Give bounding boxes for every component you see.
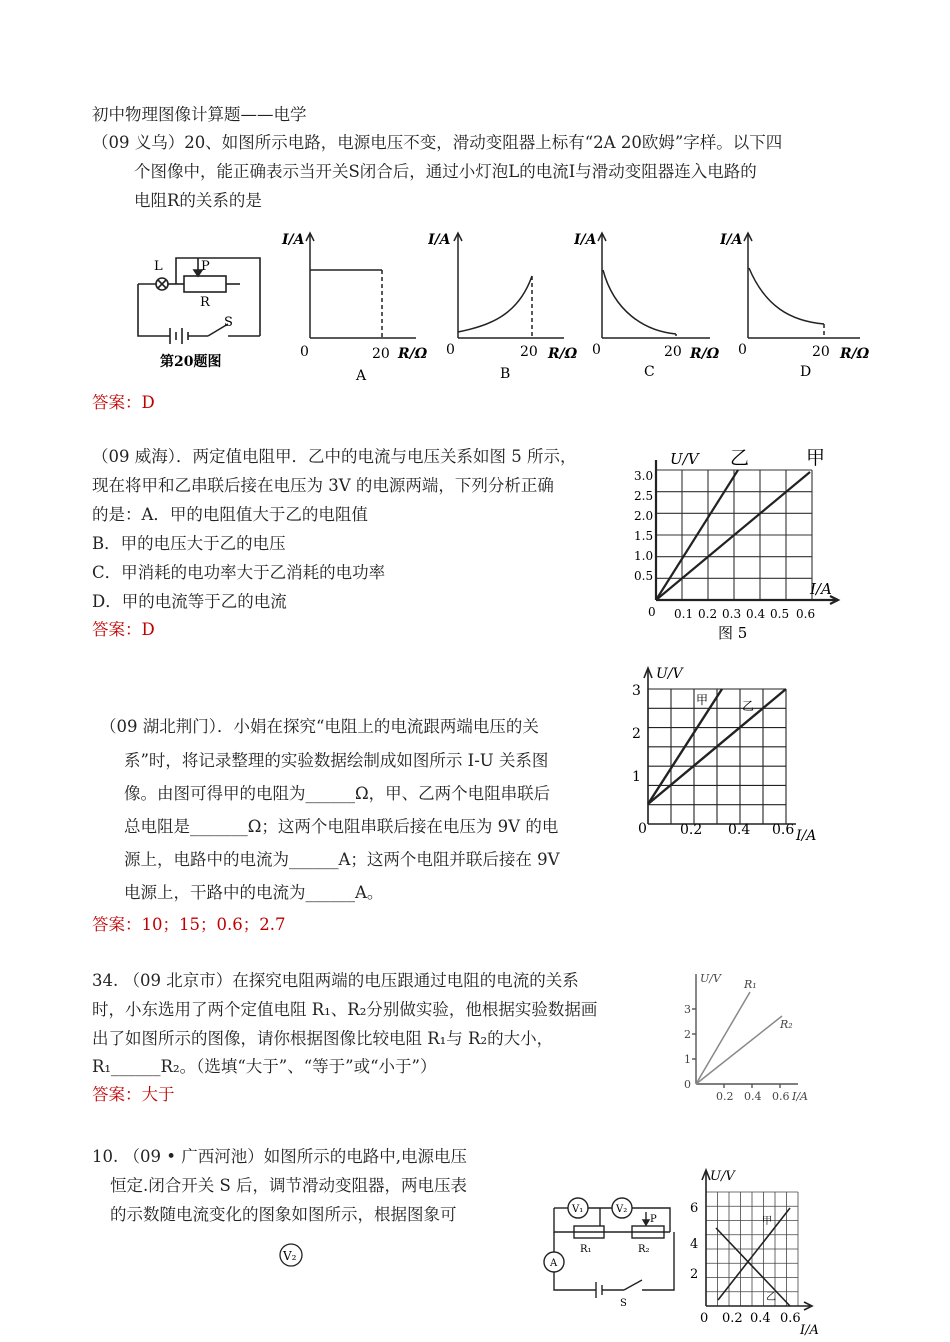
q5-ytick: 6	[690, 1201, 699, 1216]
q1-graph-b-ylabel: I/A	[428, 232, 451, 248]
q3-line-2: 系”时，将记录整理的实验数据绘制成如图所示 I-U 关系图	[124, 751, 549, 770]
q1-resistor-label: R	[200, 295, 210, 310]
q5-line-3: 的示数随电流变化的图象如图所示，根据图象可	[110, 1205, 457, 1224]
q1-graph-c-choice: C	[644, 364, 655, 380]
q4-label-r2: R₂	[780, 1018, 793, 1031]
q5-ytick: 4	[690, 1237, 699, 1252]
q5-chart	[686, 1166, 836, 1336]
q2-ytick: 2.5	[634, 489, 654, 503]
q5-v2-label: V₂	[616, 1204, 628, 1215]
q3-ytick: 1	[632, 769, 641, 785]
q4-ytick: 2	[684, 1028, 691, 1041]
q4-xtick: 0.2	[716, 1090, 734, 1103]
q5-r1-label: R₁	[580, 1244, 592, 1255]
q1-lamp-label: L	[154, 259, 163, 274]
q3-ylabel: U/V	[656, 666, 683, 682]
q4-origin: 0	[684, 1078, 691, 1091]
q3-origin: 0	[638, 821, 647, 837]
q1-graph-a-ylabel: I/A	[282, 232, 305, 248]
q4-ytick: 3	[684, 1003, 691, 1016]
q1-graph-b-xlabel: R/Ω	[548, 346, 578, 362]
q3-line-1: （09 湖北荆门）．小娟在探究“电阻上的电流跟两端电压的关	[100, 717, 539, 736]
q4-chart	[678, 962, 838, 1112]
q5-ytick: 2	[690, 1267, 699, 1282]
q2-label-yi: 乙	[730, 447, 750, 469]
q3-xtick: 0.4	[728, 822, 751, 838]
q2-line-4: B．甲的电压大于乙的电压	[92, 534, 286, 553]
q1-graph-c-xlabel: R/Ω	[690, 346, 720, 362]
q1-graph-a-origin: 0	[300, 344, 309, 360]
q1-graph-a	[280, 226, 430, 386]
q1-graph-c-origin: 0	[592, 342, 601, 358]
q5-origin: 0	[700, 1311, 709, 1326]
q5-circuit-diagram	[540, 1190, 690, 1310]
q2-line-5: C．甲消耗的电功率大于乙消耗的电功率	[92, 563, 386, 582]
q4-line-3: 出了如图所示的图像，请你根据图像比较电阻 R₁与 R₂的大小，	[92, 1029, 554, 1048]
q1-graph-a-choice: A	[356, 368, 367, 384]
q4-label-r1: R₁	[744, 978, 757, 991]
q5-line-2: 恒定.闭合开关 S 后，调节滑动变阻器，两电压表	[110, 1176, 468, 1195]
q5-label-jia: 甲	[762, 1216, 772, 1227]
q1-line-1: （09 义乌）20、如图所示电路，电源电压不变，滑动变阻器上标有“2A 20欧姆”字样。以下四	[92, 133, 783, 152]
q3-xtick: 0.2	[680, 822, 703, 838]
q4-line-4: R₁______R₂。（选填“大于”、“等于”或“小于”）	[92, 1057, 437, 1076]
q1-switch-label: S	[224, 315, 233, 330]
q4-line-1: 34. （09 北京市）在探究电阻两端的电压跟通过电阻的电流的关系	[92, 971, 579, 990]
q5-slider-label: P	[650, 1214, 657, 1225]
q1-graph-a-xtick: 20	[372, 346, 390, 362]
q2-xtick: 0.6	[796, 607, 816, 621]
q3-ytick: 3	[632, 683, 641, 699]
q1-graph-c-ylabel: I/A	[574, 232, 597, 248]
q3-line-6: 电源上，干路中的电流为______A。	[124, 883, 384, 902]
q4-line-r1	[696, 992, 750, 1084]
q2-ytick: 0.5	[634, 569, 654, 583]
q4-xtick: 0.6	[772, 1090, 790, 1103]
q2-xlabel: I/A	[810, 580, 832, 598]
q2-ytick: 1.5	[634, 529, 654, 543]
q3-answer: 答案：10；15；0.6；2.7	[92, 915, 286, 934]
q1-wire-top	[176, 258, 260, 336]
q1-graph-d-curve	[749, 268, 824, 324]
q2-ytick: 3.0	[634, 469, 654, 483]
q5-ylabel: U/V	[710, 1169, 735, 1184]
q5-floating-v2-symbol	[276, 1240, 308, 1272]
q1-graph-a-xlabel: R/Ω	[398, 346, 428, 362]
q2-xtick: 0.1	[674, 607, 694, 621]
q5-label-yi: 乙	[766, 1292, 776, 1303]
q5-switch-symbol	[624, 1280, 642, 1290]
q3-chart	[626, 664, 826, 848]
q2-xtick: 0.3	[722, 607, 742, 621]
q2-origin: 0	[648, 605, 656, 619]
q4-ylabel: U/V	[700, 972, 721, 985]
svg-text:V₂: V₂	[283, 1249, 297, 1263]
q1-graph-c-xtick: 20	[664, 344, 682, 360]
q5-line-1: 10. （09 • 广西河池）如图所示的电路中,电源电压	[92, 1147, 467, 1166]
q1-graph-b-curve	[458, 276, 532, 332]
q2-line-3: 的是：A．甲的电阻值大于乙的电阻值	[92, 505, 368, 524]
q1-answer: 答案：D	[92, 393, 155, 412]
q2-xtick: 0.5	[770, 607, 790, 621]
q2-chart	[630, 438, 850, 648]
q4-ytick: 1	[684, 1053, 691, 1066]
q4-answer: 答案：大于	[92, 1085, 175, 1104]
q4-line-2: 时，小东选用了两个定值电阻 R₁、R₂分别做实验，他根据实验数据画	[92, 1000, 598, 1019]
q2-ytick: 2.0	[634, 509, 654, 523]
q3-ytick: 2	[632, 726, 641, 742]
q1-circuit-diagram	[128, 246, 268, 376]
q2-caption: 图 5	[718, 624, 748, 642]
q5-r2-label: R₂	[638, 1244, 650, 1255]
q1-slider-label: P	[201, 259, 210, 274]
q2-ylabel: U/V	[670, 450, 699, 468]
q1-graph-d-ylabel: I/A	[720, 232, 743, 248]
q2-line-6: D．甲的电流等于乙的电流	[92, 592, 287, 611]
q2-xtick: 0.4	[746, 607, 766, 621]
q3-label-jia: 甲	[696, 693, 709, 707]
q1-circuit-caption: 第20题图	[160, 354, 222, 370]
q4-line-r2	[696, 1016, 782, 1084]
q3-line-4: 总电阻是_______Ω；这两个电阻串联后接在电压为 9V 的电	[124, 817, 559, 836]
q3-xlabel: I/A	[796, 828, 817, 844]
q2-label-jia: 甲	[806, 447, 826, 469]
q1-graph-c	[574, 226, 724, 386]
q2-line-2: 现在将甲和乙串联后接在电压为 3V 的电源两端，下列分析正确	[92, 476, 554, 495]
q1-line-2: 个图像中，能正确表示当开关S闭合后，通过小灯泡L的电流I与滑动变阻器连入电路的	[134, 162, 757, 181]
q2-line-1: （09 威海）．两定值电阻甲．乙中的电流与电压关系如图 5 所示，	[92, 447, 577, 466]
q2-xtick: 0.2	[698, 607, 718, 621]
q3-line-5: 源上，电路中的电流为______A；这两个电阻并联后接在 9V	[124, 850, 560, 869]
q1-graph-d-xlabel: R/Ω	[840, 346, 870, 362]
q4-xtick: 0.4	[744, 1090, 762, 1103]
q1-wire-left	[138, 284, 170, 336]
q5-ammeter-label: A	[550, 1258, 558, 1269]
q4-xlabel: I/A	[792, 1090, 808, 1103]
q1-graph-b-xtick: 20	[520, 344, 538, 360]
q3-xtick: 0.6	[772, 822, 795, 838]
q1-rheostat-symbol	[184, 276, 226, 292]
page-title: 初中物理图像计算题——电学	[92, 105, 307, 124]
q3-label-yi: 乙	[742, 699, 755, 713]
q1-graph-d	[720, 226, 880, 386]
q2-answer: 答案：D	[92, 620, 155, 639]
q5-xtick: 0.4	[750, 1311, 771, 1326]
q5-xtick: 0.2	[722, 1311, 743, 1326]
q5-switch-label: S	[620, 1298, 627, 1309]
q1-line-3: 电阻R的关系的是	[134, 191, 262, 210]
q3-line-3: 像。由图可得甲的电阻为______Ω，甲、乙两个电阻串联后	[124, 784, 551, 803]
q1-graph-d-xtick: 20	[812, 344, 830, 360]
q5-xlabel: I/A	[800, 1323, 819, 1336]
q1-graph-d-origin: 0	[738, 342, 747, 358]
q1-graph-b-origin: 0	[446, 342, 455, 358]
q1-graph-c-curve	[603, 270, 676, 334]
q5-xtick: 0.6	[780, 1311, 801, 1326]
q5-v1-label: V₁	[572, 1204, 584, 1215]
q2-ytick: 1.0	[634, 549, 654, 563]
q5-line-yi	[716, 1228, 790, 1306]
q1-graph-d-choice: D	[800, 364, 812, 380]
q1-graph-b-choice: B	[500, 366, 511, 382]
q1-graph-b	[428, 226, 578, 386]
